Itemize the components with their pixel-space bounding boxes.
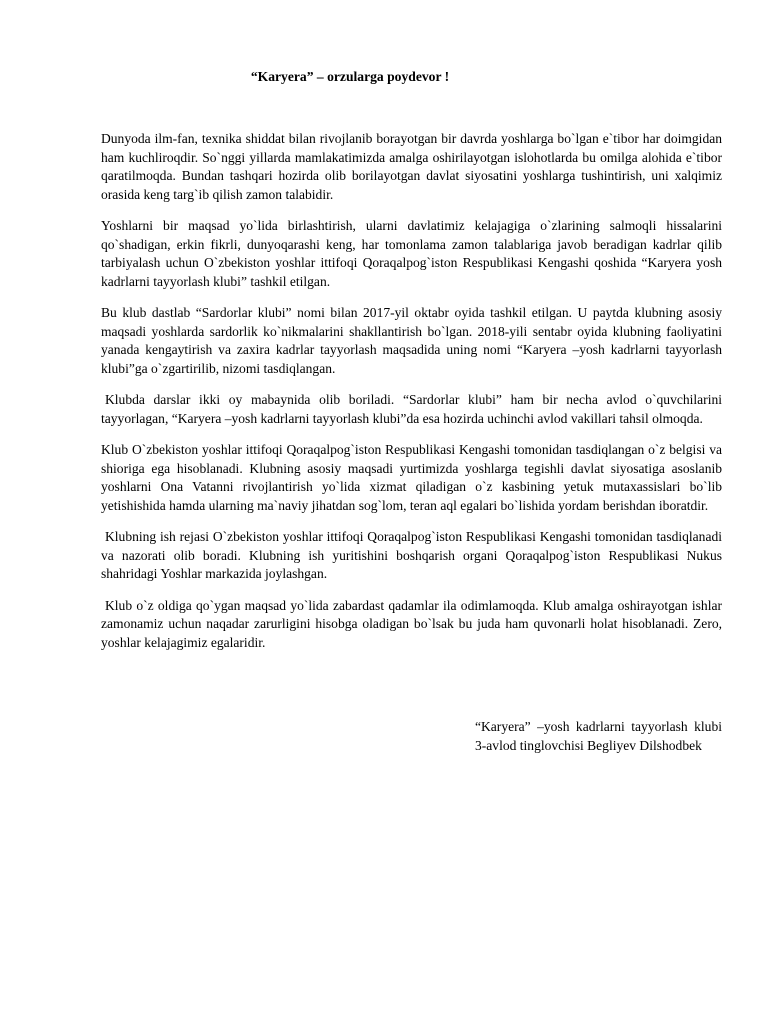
paragraph-4: Klubda darslar ikki oy mabaynida olib boriladi. “Sardorlar klubi” ham bir necha avlod o`quvchilarini tayyorlagan, “Karyera –yosh kadrlarni tayyorlash klubi”da esa hozirda uchinchi avlod vakillari tahsil olmoqda. xyxy=(101,392,722,426)
document-body xyxy=(101,130,722,665)
author-signature: “Karyera” –yosh kadrlarni tayyorlash klubi 3-avlod tinglovchisi Begliyev Dilshodbek xyxy=(475,719,722,753)
paragraph-1: Dunyoda ilm-fan, texnika shiddat bilan rivojlanib borayotgan bir davrda yoshlarga bo`lgan e`tibor har doimgidan ham kuchliroqdir. So`nggi yillarda mamlakatimizda amalga oshirilayotgan islohotlarda bu omilga alohida e`tibor qaratilmoqda. Bundan tashqari hozirda olib borilayotgan davlat siyosatini yoshlarga tushintirish, uni xalqimiz orasida keng targ`ib qilish zamon talabidir. xyxy=(101,131,722,202)
paragraph-7: Klub o`z oldiga qo`ygan maqsad yo`lida zabardast qadamlar ila odimlamoqda. Klub amalga oshirayotgan ishlar zamonamiz uchun naqadar zarurligini hisobga oladigan bo`lsak bu juda ham quvonarli holat hisoblanadi. Zero, yoshlar kelajagimiz egalaridir. xyxy=(101,597,722,650)
paragraph-5: Klub O`zbekiston yoshlar ittifoqi Qoraqalpog`iston Respublikasi Kengashi tomonidan tasdiqlangan o`z belgisi va shioriga ega hisoblanadi. Klubning asosiy maqsadi yurtimizda yoshlarga tegishli davlat siyosatiga asoslanib yoshlarni Ona Vatanni rivojlantirish yo`lida xizmat qiladigan o`z kasbining yetuk mutaxassislari bo`lib yetishishida hamda ularning ma`naviy jihatdan sog`lom, teran aql egalari bo`lishida yordam berishdan iboratdir. xyxy=(101,442,722,513)
paragraph-6: Klubning ish rejasi O`zbekiston yoshlar ittifoqi Qoraqalpog`iston Respublikasi Kengashi tomonidan tasdiqlanadi va nazorati olib boradi. Klubning ish yuritishini boshqarish organi Qoraqalpog`iston Respublikasi Nukus shahridagi Yoshlar markazida joylashgan. xyxy=(101,529,722,581)
document-title: “Karyera” – orzularga poydevor ! xyxy=(250,69,450,84)
paragraph-2: Yoshlarni bir maqsad yo`lida birlashtirish, ularni davlatimiz kelajagiga o`zlarining salmoqli hissalarini qo`shadigan, erkin fikrli, dunyoqarashi keng, har tomonlama zamon talablariga javob beradigan kadrlar qilib tarbiyalash uchun O`zbekiston yoshlar ittifoqi Qoraqalpog`iston Respublikasi Kengashi qoshida “Karyera yosh kadrlarni tayyorlash klubi” tashkil etilgan. xyxy=(101,218,722,289)
paragraph-3: Bu klub dastlab “Sardorlar klubi” nomi bilan 2017-yil oktabr oyida tashkil etilgan. U paytda klubning asosiy maqsadi yoshlarda sardorlik ko`nikmalarini shakllantirish bo`lgan. 2018-yili sentabr oyida klubning faoliyatini yanada kengaytirish va zaxira kadrlar tayyorlash maqsadida uning nomi “Karyera –yosh kadrlarni tayyorlash klubi”ga o`zgartirilib, nizomi tasdiqlangan. xyxy=(101,305,722,376)
